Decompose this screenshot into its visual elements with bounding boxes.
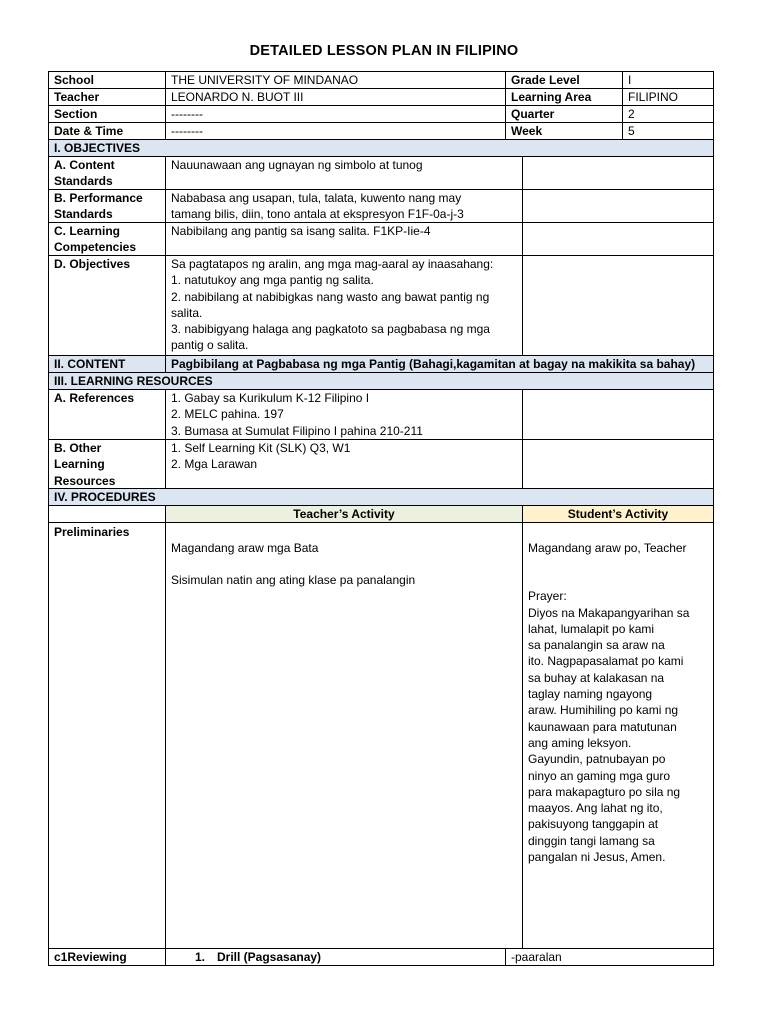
school-value: THE UNIVERSITY OF MINDANAO bbox=[165, 71, 506, 89]
performance-standards-label-line: B. Performance bbox=[54, 191, 143, 205]
learning-competencies-label bbox=[48, 222, 166, 256]
references-label bbox=[48, 389, 166, 440]
prayer-line: Prayer: bbox=[528, 589, 567, 604]
student-preliminaries bbox=[522, 522, 714, 949]
other-resources-label-line: Resources bbox=[54, 473, 116, 488]
learning-competencies-student bbox=[522, 222, 714, 256]
prayer-line: para makapagturo po sila ng bbox=[528, 784, 681, 799]
learning-competencies-label-line: C. Learning bbox=[54, 224, 121, 238]
other-resources-label-line: Learning bbox=[54, 457, 105, 472]
prayer-line: dinggin tangi lamang sa bbox=[528, 833, 655, 848]
prayer-line: sa panalangin sa araw na bbox=[528, 638, 665, 653]
learning-competencies-label-line: Competencies bbox=[54, 240, 137, 255]
student-activity-heading: Student’s Activity bbox=[522, 505, 714, 523]
learning-area-label: Learning Area bbox=[505, 88, 623, 106]
prayer-line: sa buhay at kalakasan na bbox=[528, 670, 665, 685]
school-label: School bbox=[48, 71, 166, 89]
learning-resources-heading: III. LEARNING RESOURCES bbox=[48, 372, 714, 390]
section-value: -------- bbox=[165, 105, 506, 123]
prayer-line: pakisuyong tanggapin at bbox=[528, 817, 659, 832]
drill-label: Drill (Pagsasanay) bbox=[217, 950, 322, 964]
date-time-label: Date & Time bbox=[48, 122, 166, 140]
references-text bbox=[165, 389, 523, 440]
objectives-student bbox=[522, 255, 714, 356]
reviewing-label: c1Reviewing bbox=[48, 948, 166, 966]
performance-standards-line: Nababasa ang usapan, tula, talata, kuwento nang may bbox=[171, 191, 462, 205]
other-resources-line: 1. Self Learning Kit (SLK) Q3, W1 bbox=[171, 441, 351, 455]
reviewing-student: -paaralan bbox=[505, 948, 714, 966]
content-heading: II. CONTENT bbox=[48, 355, 166, 373]
objectives-label-line: D. Objectives bbox=[54, 257, 131, 271]
content-standards-label bbox=[48, 156, 166, 190]
objectives-line: salita. bbox=[171, 305, 203, 320]
teacher-activity-heading: Teacher’s Activity bbox=[165, 505, 523, 523]
prayer-line: pangalan ni Jesus, Amen. bbox=[528, 850, 666, 865]
teacher-label: Teacher bbox=[48, 88, 166, 106]
prayer-line: Gayundin, patnubayan po bbox=[528, 752, 666, 767]
other-resources-label-line: B. Other bbox=[54, 441, 102, 455]
learning-area-value: FILIPINO bbox=[622, 88, 714, 106]
teacher-value: LEONARDO N. BUOT III bbox=[165, 88, 506, 106]
content-text: Pagbibilang at Pagbabasa ng mga Pantig (Bahagi,kagamitan at bagay na makikita sa bahay) bbox=[165, 355, 714, 373]
objectives-line: 1. natutukoy ang mga pantig ng salita. bbox=[171, 273, 374, 288]
quarter-value: 2 bbox=[622, 105, 714, 123]
content-standards-label-line: A. Content bbox=[54, 158, 115, 172]
objectives-heading: I. OBJECTIVES bbox=[48, 139, 714, 157]
objectives-line: Sa pagtatapos ng aralin, ang mga mag-aaral ay inaasahang: bbox=[171, 257, 494, 271]
drill-cell bbox=[165, 948, 506, 966]
drill-number: 1. bbox=[195, 950, 206, 964]
other-resources-label bbox=[48, 439, 166, 489]
prayer-line: ang aming leksyon. bbox=[528, 735, 632, 750]
procedures-blank-cell bbox=[48, 505, 166, 523]
teacher-preliminaries bbox=[165, 522, 523, 949]
prayer-line: taglay naming ngayong bbox=[528, 687, 653, 702]
content-standards-line: Nauunawaan ang ugnayan ng simbolo at tunog bbox=[171, 158, 423, 172]
other-resources-text bbox=[165, 439, 523, 489]
other-resources-student bbox=[522, 439, 714, 489]
content-standards-label-line: Standards bbox=[54, 174, 113, 189]
performance-standards-line: tamang bilis, diin, tono antala at ekspresyon F1F-0a-j-3 bbox=[171, 207, 464, 222]
prayer-line: maayos. Ang lahat ng ito, bbox=[528, 801, 663, 816]
procedures-heading: IV. PROCEDURES bbox=[48, 488, 714, 506]
prayer-line: ninyo an gaming mga guro bbox=[528, 768, 671, 783]
prayer-line: ito. Nagpapasalamat po kami bbox=[528, 654, 684, 669]
performance-standards-student bbox=[522, 189, 714, 223]
prayer-line: Diyos na Makapangyarihan sa bbox=[528, 605, 690, 620]
objectives-line: 3. nabibigyang halaga ang pagkatoto sa pagbabasa ng mga bbox=[171, 322, 490, 337]
week-value: 5 bbox=[622, 122, 714, 140]
objectives-label bbox=[48, 255, 166, 356]
section-label: Section bbox=[48, 105, 166, 123]
references-line: 2. MELC pahina. 197 bbox=[171, 407, 284, 422]
content-standards-student bbox=[522, 156, 714, 190]
references-label-line: A. References bbox=[54, 391, 135, 405]
teacher-prayer-prompt: Sisimulan natin ang ating klase pa panalangin bbox=[171, 573, 416, 588]
content-standards-text bbox=[165, 156, 523, 190]
prayer-line: lahat, lumalapit po kami bbox=[528, 621, 655, 636]
student-prayer bbox=[528, 588, 713, 865]
objectives-line: 2. nabibilang at nabibigkas nang wasto ang bawat pantig ng bbox=[171, 289, 490, 304]
prayer-line: kaunawaan para matutunan bbox=[528, 719, 677, 734]
quarter-label: Quarter bbox=[505, 105, 623, 123]
teacher-greeting: Magandang araw mga Bata bbox=[171, 541, 319, 555]
grade-level-label: Grade Level bbox=[505, 71, 623, 89]
learning-competencies-text bbox=[165, 222, 523, 256]
references-line: 1. Gabay sa Kurikulum K-12 Filipino I bbox=[171, 391, 370, 405]
learning-competencies-line: Nabibilang ang pantig sa isang salita. F1KP-Iie-4 bbox=[171, 224, 431, 238]
performance-standards-label bbox=[48, 189, 166, 223]
page-title: DETAILED LESSON PLAN IN FILIPINO bbox=[249, 43, 519, 59]
references-line: 3. Bumasa at Sumulat Filipino I pahina 210-211 bbox=[171, 423, 423, 438]
objectives-line: pantig o salita. bbox=[171, 338, 249, 353]
prayer-line: araw. Humihiling po kami ng bbox=[528, 703, 679, 718]
performance-standards-text bbox=[165, 189, 523, 223]
grade-level-value: I bbox=[622, 71, 714, 89]
objectives-text bbox=[165, 255, 523, 356]
student-greeting: Magandang araw po, Teacher bbox=[528, 541, 687, 555]
week-label: Week bbox=[505, 122, 623, 140]
other-resources-line: 2. Mga Larawan bbox=[171, 457, 258, 472]
date-time-value: -------- bbox=[165, 122, 506, 140]
preliminaries-label: Preliminaries bbox=[48, 522, 166, 949]
references-student bbox=[522, 389, 714, 440]
performance-standards-label-line: Standards bbox=[54, 207, 113, 222]
